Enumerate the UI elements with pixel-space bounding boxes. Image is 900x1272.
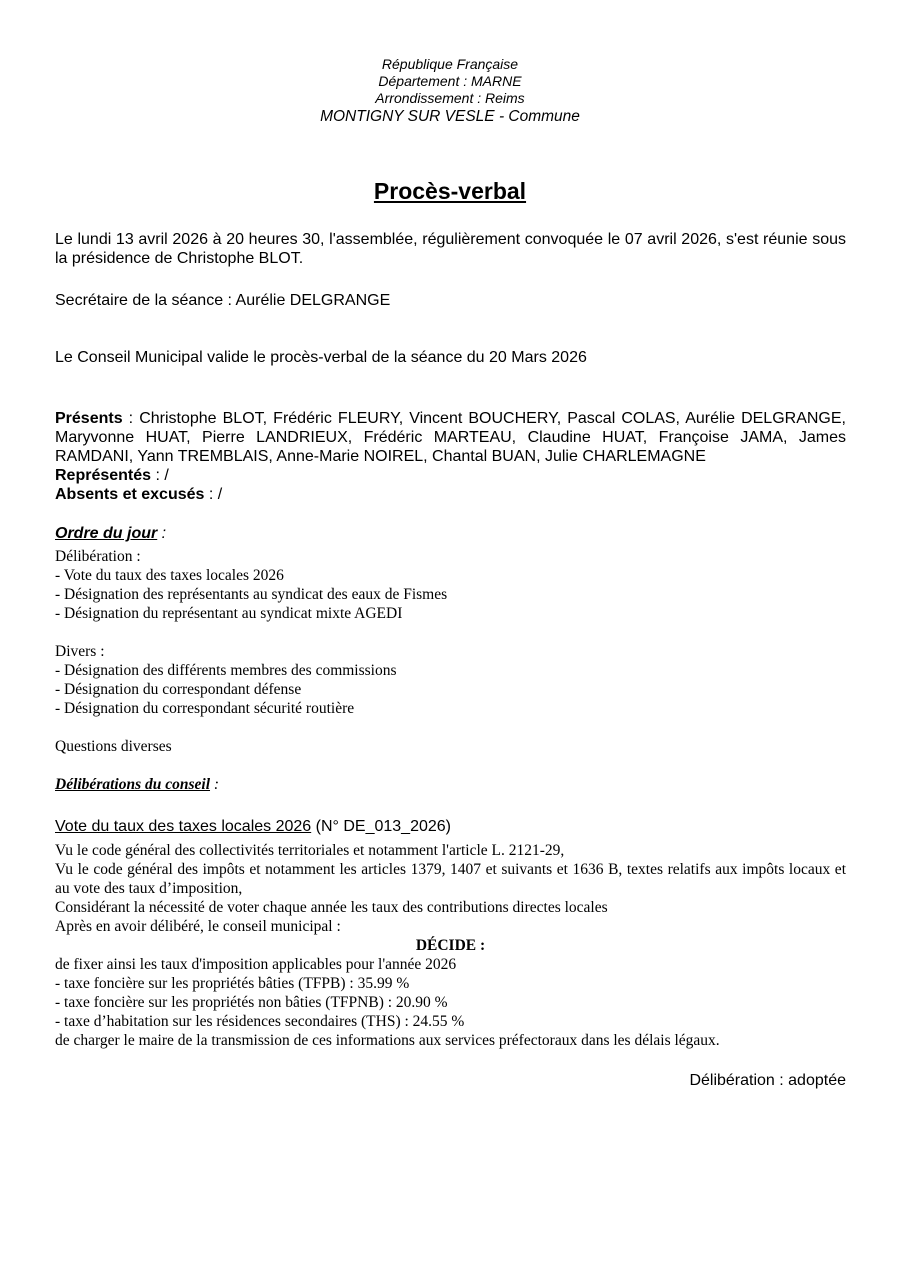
agenda-list xyxy=(55,547,846,794)
consideration: Considérant la nécessité de voter chaque année les taux des contributions directes locales xyxy=(55,899,608,916)
represented-label: Représentés xyxy=(55,467,152,484)
agenda-item: - Désignation du correspondant sécurité routière xyxy=(55,700,355,717)
decision: - taxe foncière sur les propriétés bâties (TFPB) : 35.99 % xyxy=(55,975,410,992)
attendance-section xyxy=(55,409,846,504)
agenda-divers-label: Divers : xyxy=(55,643,105,660)
deliberation-body xyxy=(55,841,846,1050)
agenda-item: - Désignation du correspondant défense xyxy=(55,681,302,698)
deliberations-heading-suffix: : xyxy=(210,776,220,793)
document-header xyxy=(0,56,900,126)
header-department: Département : MARNE xyxy=(378,73,522,89)
header-republic: République Française xyxy=(381,56,519,72)
absent-members xyxy=(55,485,846,504)
header-commune: MONTIGNY SUR VESLE - Commune xyxy=(320,108,580,125)
present-label: Présents xyxy=(55,410,123,427)
represented-members xyxy=(55,466,846,485)
present-members xyxy=(55,409,846,466)
represented-value: : / xyxy=(151,467,169,484)
absent-label: Absents et excusés xyxy=(55,486,205,503)
deliberation-title-text: Vote du taux des taxes locales 2026 xyxy=(55,818,312,835)
agenda-heading-text: Ordre du jour xyxy=(55,525,158,542)
validation-line: Le Conseil Municipal valide le procès-verbal de la séance du 20 Mars 2026 xyxy=(55,349,587,366)
decision: - taxe foncière sur les propriétés non bâties (TFPNB) : 20.90 % xyxy=(55,994,448,1011)
agenda-heading-suffix: : xyxy=(157,525,167,542)
deliberation-title xyxy=(55,817,846,836)
absent-value: : / xyxy=(204,486,223,503)
deliberations-heading-text: Délibérations du conseil xyxy=(55,776,211,793)
deliberation-result: Délibération : adoptée xyxy=(689,1072,846,1089)
header-arrondissement: Arrondissement : Reims xyxy=(375,90,525,106)
agenda-item: - Désignation des différents membres des commissions xyxy=(55,662,397,679)
decision-label: DÉCIDE : xyxy=(415,937,486,954)
agenda-item: - Vote du taux des taxes locales 2026 xyxy=(55,567,284,584)
consideration: Vu le code général des collectivités territoriales et notamment l'article L. 2121-29, xyxy=(55,842,565,859)
present-value: : Christophe BLOT, Frédéric FLEURY, Vincent BOUCHERY, Pascal COLAS, Aurélie DELGRANGE, Maryvonne HUAT, Pierre LANDRIEUX, Frédéric MARTEAU, Claudine HUAT, Françoise JAMA, James RAMDANI, Yann TREMBLAIS, Anne-Marie NOIREL, Chantal BUAN, Julie CHARLEMAGNE xyxy=(55,410,846,465)
agenda-questions: Questions diverses xyxy=(55,738,172,755)
agenda-deliberation-label: Délibération : xyxy=(55,548,141,565)
decision: - taxe d’habitation sur les résidences secondaires (THS) : 24.55 % xyxy=(55,1013,465,1030)
agenda-heading xyxy=(55,524,846,543)
decision: de charger le maire de la transmission de ces informations aux services préfectoraux dans les délais légaux. xyxy=(55,1032,720,1049)
consideration: Vu le code général des impôts et notamment les articles 1379, 1407 et suivants et 1636 B, textes relatifs aux impôts locaux et au vote des taux d’imposition, xyxy=(55,861,846,897)
deliberations-heading xyxy=(55,775,846,794)
consideration: Après en avoir délibéré, le conseil municipal : xyxy=(55,918,341,935)
agenda-item: - Désignation du représentant au syndicat mixte AGEDI xyxy=(55,605,403,622)
intro-paragraph: Le lundi 13 avril 2026 à 20 heures 30, l'assemblée, régulièrement convoquée le 07 avril 2026, s'est réunie sous la présidence de Christophe BLOT. xyxy=(55,231,846,267)
deliberation-ref: (N° DE_013_2026) xyxy=(311,818,451,835)
decision: de fixer ainsi les taux d'imposition applicables pour l'année 2026 xyxy=(55,956,457,973)
secretary-line: Secrétaire de la séance : Aurélie DELGRANGE xyxy=(55,292,391,309)
page-title: Procès-verbal xyxy=(373,178,527,204)
agenda-item: - Désignation des représentants au syndicat des eaux de Fismes xyxy=(55,586,448,603)
